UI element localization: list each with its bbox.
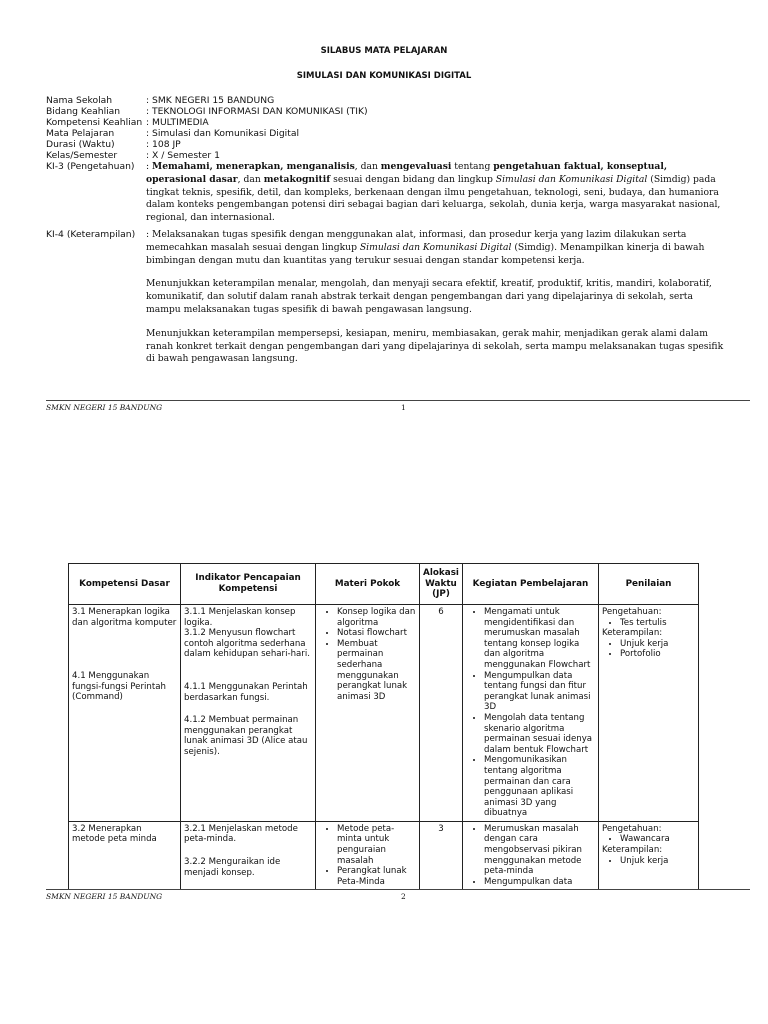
footer-school: SMKN NEGERI 15 BANDUNG [46, 403, 163, 412]
list-item: • Mengumpulkan data tentang fungsi dan fitur perangkat lunak animasi 3D [484, 671, 595, 713]
list-item: • Membuat permainan sederhana menggunakan perangkat lunak animasi 3D [337, 639, 416, 703]
cell-ipk: 3.1.1 Menjelaskan konsep logika. 3.1.2 Menyusun flowchart contoh algoritma sederhana dalam kehidupan sehari-hari. 4.1.1 Menggunakan Perintah berdasarkan fungsi. 4.1.2 Membuat permainan menggunakan perangkat lunak animasi 3D (Alice atau sejenis). [181, 605, 316, 822]
cell-kd: 3.1 Menerapkan logika dan algoritma komputer 4.1 Menggunakan fungsi-fungsi Perintah (Command) [69, 605, 181, 822]
page1-footer [46, 403, 750, 412]
cell-jp: 3 [420, 821, 463, 890]
cell-jp: 6 [420, 605, 463, 822]
cell-ipk: 3.2.1 Menjelaskan metode peta-minda. 3.2.2 Menguraikan ide menjadi konsep. [181, 821, 316, 890]
info-row-duration: Durasi (Waktu) : 108 JP [46, 139, 181, 150]
ki4-paragraph-1: : Melaksanakan tugas spesifik dengan menggunakan alat, informasi, dan prosedur kerja yang lazim dilakukan serta memecahkan masalah sesuai dengan lingkup Simulasi dan Komunikasi Digital (Simdig). Menampilkan kinerja di bawah bimbingan dengan mutu dan kuantitas yang terukur sesuai dengan standar kompetensi kerja. [146, 228, 705, 266]
list-item: • Notasi flowchart [337, 628, 416, 639]
ki4-paragraph-3: Menunjukkan keterampilan mempersepsi, kesiapan, meniru, membiasakan, gerak mahir, menjadikan gerak alami dalam ranah konkret terkait dengan pengembangan dari yang dipelajarinya di sekolah, serta mampu melaksanakan tugas spesifik di bawah pengawasan langsung. [146, 327, 724, 365]
ki3-text: : Memahami, menerapkan, menganalisis, dan mengevaluasi tentang pengetahuan faktual, konseptual, operasional dasar, dan metakognitif sesuai dengan bidang dan lingkup Simulasi dan Komunikasi Digital (Simdig) pada tingkat teknis, spesifik, detil, dan kompleks, berkenaan dengan ilmu pengetahuan, teknologi, seni, budaya, dan humaniora dalam konteks pengembangan potensi diri sebagai bagian dari keluarga, sekolah, dunia kerja, warga masyarakat nasional, regional, dan internasional. [146, 161, 721, 224]
list-item: • Mengomunikasikan tentang algoritma permainan dan cara penggunaan aplikasi animasi 3D yang dibuatnya [484, 755, 595, 819]
header-materi: Materi Pokok [316, 564, 420, 605]
syllabus-info [46, 95, 726, 366]
cell-penilaian: Pengetahuan: • Wawancara Keterampilan: • Unjuk kerja [599, 821, 699, 890]
list-item: • Merumuskan masalah dengan cara mengobservasi pikiran menggunakan metode peta-minda [484, 824, 595, 877]
cell-kegiatan [463, 821, 599, 890]
list-item: • Portofolio [620, 649, 695, 660]
ki4-paragraph-2: Menunjukkan keterampilan menalar, mengolah, dan menyaji secara efektif, kreatif, produktif, kritis, mandiri, kolaboratif, komunikatif, dan solutif dalam ranah abstrak terkait dengan pengembangan dari yang dipelajarinya di sekolah, serta mampu melaksanakan tugas spesifik di bawah pengawasan langsung. [146, 278, 712, 315]
page2-footer-divider [46, 889, 750, 890]
syllabus-table [68, 563, 699, 890]
ki4-row: KI-4 (Keterampilan) : Melaksanakan tugas spesifik dengan menggunakan alat, informasi, dan prosedur kerja yang lazim dilakukan serta memecahkan masalah sesuai dengan lingkup Simulasi dan Komunikasi Digital (Simdig). Menampilkan kinerja di bawah bimbingan dengan mutu dan kuantitas yang terukur sesuai dengan standar kompetensi kerja. Menunjukkan keterampilan menalar, mengolah, dan menyaji secara efektif, kreatif, produktif, kritis, mandiri, kolaboratif, komunikatif, dan solutif dalam ranah abstrak terkait dengan pengembangan dari yang dipelajarinya di sekolah, serta mampu melaksanakan tugas spesifik di bawah pengawasan langsung. Menunjukkan keterampilan mempersepsi, kesiapan, meniru, membiasakan, gerak mahir, menjadikan gerak alami dalam ranah konkret terkait dengan pengembangan dari yang dipelajarinya di sekolah, serta mampu melaksanakan tugas spesifik di bawah pengawasan langsung. [46, 229, 726, 366]
header-indikator: Indikator Pencapaian Kompetensi [181, 564, 316, 605]
header-kompetensi-dasar: Kompetensi Dasar [69, 564, 181, 605]
list-item: • Unjuk kerja [620, 856, 695, 867]
info-row-school: Nama Sekolah : SMK NEGERI 15 BANDUNG [46, 95, 275, 106]
list-item: • Mengolah data tentang skenario algoritma permainan sesuai idenya dalam bentuk Flowchart [484, 713, 595, 755]
page-number: 2 [401, 892, 406, 901]
cell-kegiatan [463, 605, 599, 822]
list-item: • Perangkat lunak Peta-Minda [337, 866, 416, 887]
list-item: • Tes tertulis [620, 618, 695, 629]
info-row-competency: Kompetensi Keahlian : MULTIMEDIA [46, 117, 209, 128]
info-row-subject: Mata Pelajaran : Simulasi dan Komunikasi Digital [46, 128, 300, 139]
table-row [69, 605, 699, 822]
list-item: • Metode peta-minta untuk penguraian masalah [337, 824, 416, 866]
page-number: 1 [401, 403, 406, 412]
header-alokasi: Alokasi Waktu (JP) [420, 564, 463, 605]
cell-kd: 3.2 Menerapkan metode peta minda [69, 821, 181, 890]
footer-school: SMKN NEGERI 15 BANDUNG [46, 892, 163, 901]
header-kegiatan: Kegiatan Pembelajaran [463, 564, 599, 605]
ki3-row: KI-3 (Pengetahuan) : Memahami, menerapkan, menganalisis, dan mengevaluasi tentang pengetahuan faktual, konseptual, operasional dasar, dan metakognitif sesuai dengan bidang dan lingkup Simulasi dan Komunikasi Digital (Simdig) pada tingkat teknis, spesifik, detil, dan kompleks, berkenaan dengan ilmu pengetahuan, teknologi, seni, budaya, dan humaniora dalam konteks pengembangan potensi diri sebagai bagian dari keluarga, sekolah, dunia kerja, warga masyarakat nasional, regional, dan internasional. [46, 161, 726, 225]
cell-materi [316, 821, 420, 890]
list-item: • Konsep logika dan algoritma [337, 607, 416, 628]
list-item: • Mengumpulkan data [484, 877, 595, 888]
table-header-row [69, 564, 699, 605]
list-item: • Mengamati untuk mengidentifikasi dan merumuskan masalah tentang konsep logika dan algoritma menggunakan Flowchart [484, 607, 595, 671]
syllabus-title: SILABUS MATA PELAJARAN [320, 46, 448, 56]
subject-title: SIMULASI DAN KOMUNIKASI DIGITAL [296, 71, 472, 81]
info-row-field: Bidang Keahlian : TEKNOLOGI INFORMASI DAN KOMUNIKASI (TIK) [46, 106, 368, 117]
list-item: • Unjuk kerja [620, 639, 695, 650]
header-penilaian: Penilaian [599, 564, 699, 605]
list-item: • Wawancara [620, 834, 695, 845]
ki4-text [146, 229, 726, 366]
table-row [69, 821, 699, 890]
page2-footer [46, 892, 750, 901]
cell-materi [316, 605, 420, 822]
info-row-class: Kelas/Semester : X / Semester 1 [46, 150, 220, 161]
cell-penilaian: Pengetahuan: • Tes tertulis Keterampilan: • Unjuk kerja • Portofolio [599, 605, 699, 822]
page1-footer-divider [46, 400, 750, 401]
